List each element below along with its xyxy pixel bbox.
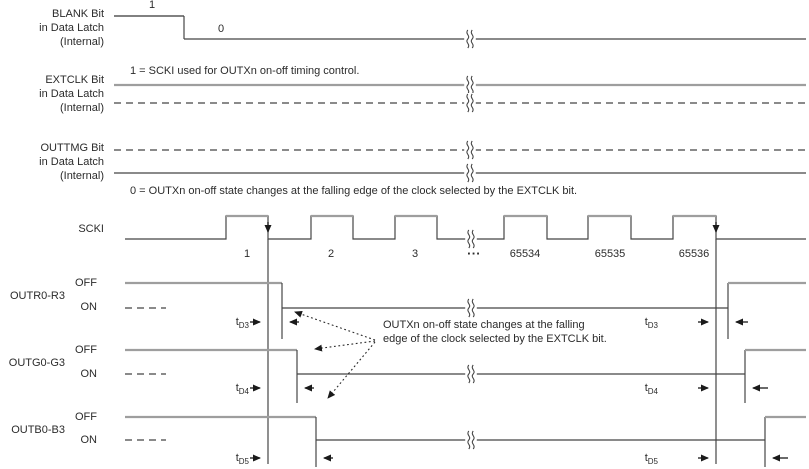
annotation-line2: edge of the clock selected by the EXTCLK bit.: [383, 333, 607, 345]
blank-label-line2: in Data Latch: [39, 22, 104, 34]
outtmg-label-line1: OUTTMG Bit: [40, 142, 104, 154]
extclk-label-line1: EXTCLK Bit: [45, 74, 104, 86]
outtmg-label-line3: (Internal): [59, 170, 104, 182]
td5-label-left: $t_{D5}$: [235, 452, 249, 466]
scki-ellipsis: ...: [467, 242, 481, 258]
extclk-note: 1 = SCKI used for OUTXn on-off timing control.: [130, 65, 360, 77]
td3-label-right: $t_{D3}$: [644, 316, 658, 330]
labels: [9, 0, 710, 466]
td4-label-right: $t_{D4}$: [644, 382, 658, 396]
outb-off-label: OFF: [75, 411, 97, 423]
blank-label-line1: BLANK Bit: [52, 8, 104, 20]
scki-pulse-label-3: 3: [411, 248, 419, 260]
outg-off-label: OFF: [75, 344, 97, 356]
outtmg-label-line2: in Data Latch: [39, 156, 104, 168]
td4-label-left: $t_{D4}$: [235, 382, 249, 396]
blank-value-low: 0: [217, 23, 225, 35]
outr-off-label: OFF: [75, 277, 97, 289]
outtmg-waveform: [114, 150, 806, 173]
extclk-waveform: [114, 85, 806, 103]
outr-on-label: ON: [80, 301, 97, 313]
blank-label-line3: (Internal): [59, 36, 104, 48]
td3-label-left: $t_{D3}$: [235, 316, 249, 330]
td5-label-right: $t_{D5}$: [644, 452, 658, 466]
scki-pulse-label-65536: 65536: [678, 248, 710, 260]
outtmg-note: 0 = OUTXn on-off state changes at the falling edge of the clock selected by the EXTCLK bit.: [130, 185, 578, 197]
blank-value-high: 1: [148, 0, 156, 11]
line-break-marks: [464, 29, 477, 450]
scki-pulse-label-65534: 65534: [509, 248, 541, 260]
outb-on-label: ON: [80, 434, 97, 446]
extclk-label-line3: (Internal): [59, 102, 104, 114]
outb-signal-label: OUTB0-B3: [11, 424, 65, 436]
scki-pulse-label-2: 2: [327, 248, 335, 260]
extclk-label-line2: in Data Latch: [39, 88, 104, 100]
scki-pulse-label-65535: 65535: [594, 248, 626, 260]
outg-signal-label: OUTG0-G3: [8, 357, 65, 369]
annotation-arrows: [295, 312, 375, 398]
annotation-line1: OUTXn on-off state changes at the falling: [383, 319, 585, 331]
scki-label: SCKI: [78, 223, 104, 235]
outg-on-label: ON: [80, 368, 97, 380]
scki-pulse-label-1: 1: [243, 248, 251, 260]
outr-signal-label: OUTR0-R3: [9, 290, 65, 302]
